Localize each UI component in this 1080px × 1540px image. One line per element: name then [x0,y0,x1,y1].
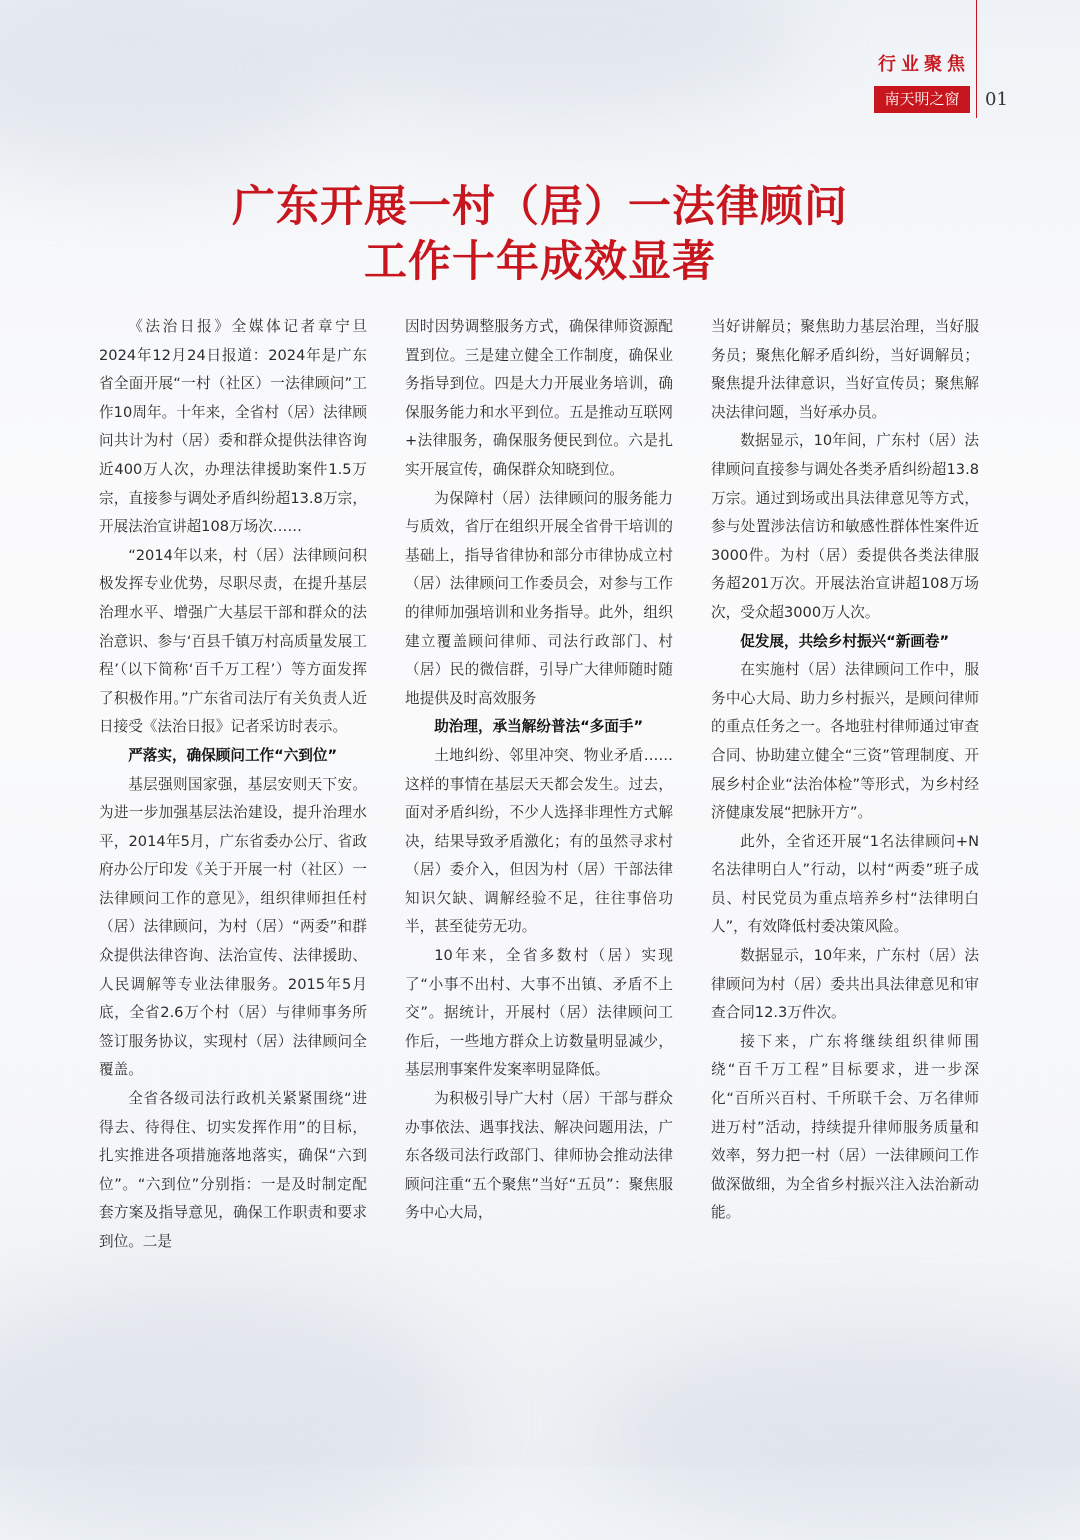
paragraph: 在实施村（居）法律顾问工作中，服务中心大局、助力乡村振兴，是顾问律师的重点任务之一。各地驻村律师通过审查合同、协助建立健全“三资”管理制度、开展乡村企业“法治体检”等形式，为乡村经济健康发展“把脉开方”。 [711,661,979,822]
title-line-1: 广东开展一村（居）一法律顾问 [232,182,848,232]
paragraph: 数据显示，10年来，广东村（居）法律顾问为村（居）委共出具法律意见和审查合同12.3万件次。 [711,947,979,1022]
paragraph: 全省各级司法行政机关紧紧围绕“进得去、待得住、切实发挥作用”的目标，扎实推进各项措施落地落实，确保“六到位”。“六到位”分别指：一是及时制定配套方案及指导意见，确保工作职责和要求到位。二是 [99,1090,367,1250]
header-divider-line [976,0,977,118]
article-title [0,180,1080,290]
paragraph: 土地纠纷、邻里冲突、物业矛盾……这样的事情在基层天天都会发生。过去，面对矛盾纠纷，不少人选择非理性方式解决，结果导致矛盾激化；有的虽然寻求村（居）委介入，但因为村（居）干部法律知识欠缺、调解经验不足，往往事倍功半，甚至徒劳无功。 [405,746,673,936]
paragraph: 基层强则国家强，基层安则天下安。为进一步加强基层法治建设，提升治理水平，2014年5月，广东省委办公厅、省政府办公厅印发《关于开展一村（社区）一法律顾问工作的意见》，组织律师担任村（居）法律顾问，为村（居）“两委”和群众提供法律咨询、法治宣传、法律援助、人民调解等专业法律服务。2015年5月底，全省2.6万个村（居）与律师事务所签订服务协议，实现村（居）法律顾问全覆盖。 [99,775,367,1079]
subheading: 严落实，确保顾问工作“六到位” [128,746,338,764]
section-label: 行业聚焦 [878,54,970,75]
paragraph: 当好讲解员；聚焦助力基层治理，当好服务员；聚焦化解矛盾纠纷，当好调解员；聚焦提升法律意识，当好宣传员；聚焦解决法律问题，当好承办员。 [711,318,979,421]
paragraph: “2014年以来，村（居）法律顾问积极发挥专业优势，尽职尽责，在提升基层治理水平、增强广大基层干部和群众的法治意识、参与‘百县千镇万村高质量发展工程’（以下简称‘百千万工程’）等方面发挥了积极作用。”广东省司法厅有关负责人近日接受《法治日报》记者采访时表示。 [99,546,367,736]
background-cloud [300,0,800,120]
paragraph: 为保障村（居）法律顾问的服务能力与质效，省厅在组织开展全省骨干培训的基础上，指导省律协和部分市律协成立村（居）法律顾问工作委员会，对参与工作的律师加强培训和业务指导。此外，组织建立覆盖顾问律师、司法行政部门、村（居）民的微信群，引导广大律师随时随地提供及时高效服务 [405,489,673,707]
paragraph: 接下来，广东将继续组织律师围绕“百千万工程”目标要求，进一步深化“百所兴百村、千所联千会、万名律师进万村”活动，持续提升律师服务质量和效率，努力把一村（居）一法律顾问工作做深做细，为全省乡村振兴注入法治新动能。 [711,1032,979,1222]
text-column-2 [405,313,673,1228]
text-column-1 [99,313,367,1257]
paragraph: 此外，全省还开展“1名法律顾问+N名法律明白人”行动，以村“两委”班子成员、村民党员为重点培养乡村“法律明白人”，有效降低村委决策风险。 [711,832,979,936]
paragraph: 10年来，全省多数村（居）实现了“小事不出村、大事不出镇、矛盾不上交”。据统计，开展村（居）法律顾问工作后，一些地方群众上访数量明显减少，基层刑事案件发案率明显降低。 [405,947,673,1079]
paragraph: 为积极引导广大村（居）干部与群众办事依法、遇事找法、解决问题用法，广东各级司法行政部门、律师协会推动法律顾问注重“五个聚焦”当好“五员”：聚焦服务中心大局， [405,1090,673,1222]
text-column-3 [711,313,979,1228]
subheading: 促发展，共绘乡村振兴“新画卷” [740,632,950,650]
title-line-2: 工作十年成效显著 [364,237,716,287]
background-cloud [0,1280,460,1540]
paragraph: 因时因势调整服务方式，确保律师资源配置到位。三是建立健全工作制度，确保业务指导到位。四是大力开展业务培训，确保服务能力和水平到位。五是推动互联网+法律服务，确保服务便民到位。六是扎实开展宣传，确保群众知晓到位。 [405,318,673,478]
background-cloud [0,0,340,180]
background-cloud [600,1330,1080,1530]
paragraph: 《法治日报》全媒体记者章宁旦2024年12月24日报道：2024年是广东省全面开展“一村（社区）一法律顾问”工作10周年。十年来，全省村（居）法律顾问共计为村（居）委和群众提供法律咨询近400万人次，办理法律援助案件1.5万宗，直接参与调处矛盾纠纷超13.8万宗，开展法治宣讲超108万场次…… [99,318,367,536]
subheading: 助治理，承当解纷普法“多面手” [434,718,644,736]
page-number: 01 [985,89,1008,110]
paragraph: 数据显示，10年间，广东村（居）法律顾问直接参与调处各类矛盾纠纷超13.8万宗。通过到场或出具法律意见等方式，参与处置涉法信访和敏感性群体性案件近3000件。为村（居）委提供各类法律服务超201万次。开展法治宣讲超108万场次，受众超3000万人次。 [711,432,979,621]
column-label: 南天明之窗 [874,86,970,113]
